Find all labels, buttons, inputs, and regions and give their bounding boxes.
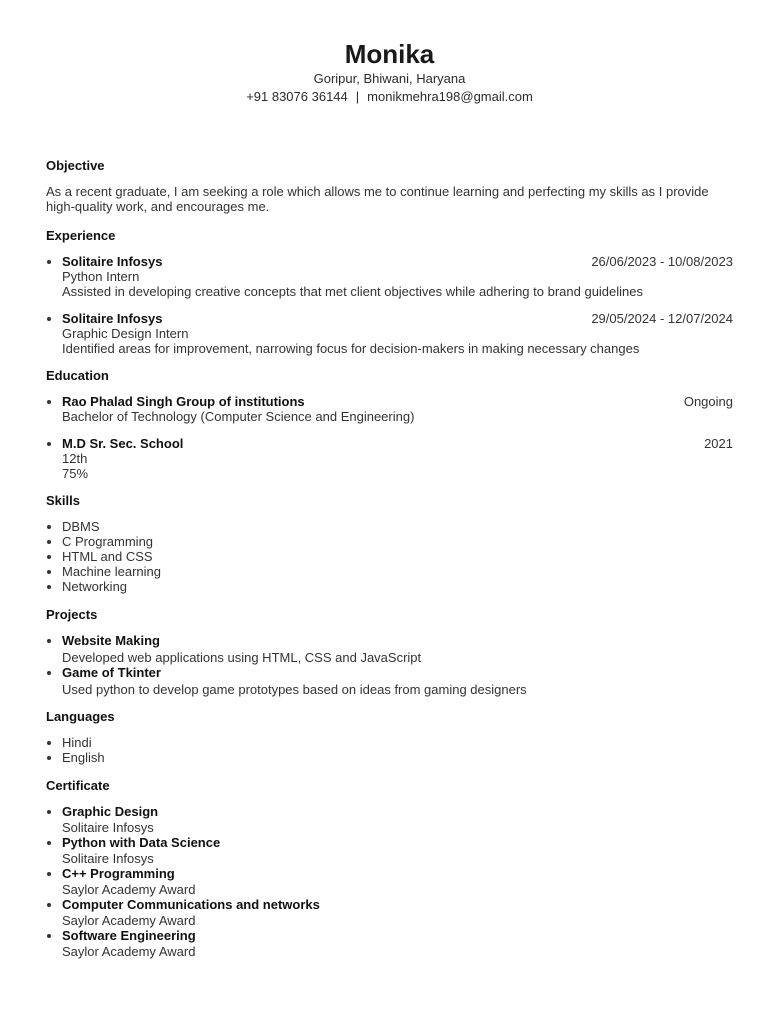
education-item (62, 394, 733, 424)
language-item: • English (62, 750, 733, 765)
project-name: • Website Making (62, 633, 161, 648)
project-item (62, 633, 733, 665)
section-title-languages: Languages (46, 709, 115, 724)
section-title-education: Education (46, 368, 109, 383)
address: Goripur, Bhiwani, Haryana (313, 71, 466, 86)
skill-item: • Networking (62, 579, 733, 594)
certificate-section (46, 777, 733, 959)
certificate-issuer: Solitaire Infosys (62, 820, 154, 835)
project-name: • Game of Tkinter (62, 665, 161, 680)
section-title-experience: Experience (46, 228, 116, 243)
experience-org: • Solitaire Infosys (62, 311, 163, 326)
contact-line (46, 88, 733, 106)
certificate-issuer: Saylor Academy Award (62, 913, 196, 928)
education-dates: Ongoing (683, 394, 733, 409)
education-degree: Bachelor of Technology (Computer Science and Engineering) (62, 409, 415, 424)
certificate-name: • C++ Programming (62, 866, 175, 881)
objective-text: As a recent graduate, I am seeking a role which allows me to continue learning and perfecting my skills as I provide high-quality work, and encourages me. (46, 184, 709, 214)
section-title-skills: Skills (46, 493, 80, 508)
resume-page (46, 0, 733, 959)
skills-section (46, 492, 733, 594)
experience-desc: Assisted in developing creative concepts that met client objectives while adhering to brand guidelines (62, 284, 644, 299)
certificate-item (62, 866, 733, 897)
phone: +91 83076 36144 (246, 89, 348, 104)
experience-role: Python Intern (62, 269, 140, 284)
experience-section (46, 227, 733, 356)
certificate-item (62, 897, 733, 928)
skill-item: • HTML and CSS (62, 549, 733, 564)
experience-item (62, 311, 733, 356)
skills-list (46, 519, 733, 594)
certificate-issuer: Solitaire Infosys (62, 851, 154, 866)
certificate-issuer: Saylor Academy Award (62, 944, 196, 959)
projects-list (46, 633, 733, 697)
certificate-name: • Computer Communications and networks (62, 897, 320, 912)
language-item: • Hindi (62, 735, 733, 750)
section-title-objective: Objective (46, 158, 105, 173)
education-section (46, 367, 733, 481)
experience-list (46, 254, 733, 356)
certificate-list (46, 804, 733, 959)
certificate-name: • Software Engineering (62, 928, 196, 943)
experience-item (62, 254, 733, 299)
education-org: • M.D Sr. Sec. School (62, 436, 184, 451)
project-item (62, 665, 733, 697)
experience-role: Graphic Design Intern (62, 326, 189, 341)
candidate-name: Monika (344, 39, 435, 69)
education-item (62, 436, 733, 481)
certificate-name: • Python with Data Science (62, 835, 221, 850)
objective-section (46, 157, 733, 214)
certificate-name: • Graphic Design (62, 804, 159, 819)
project-desc: Used python to develop game prototypes based on ideas from gaming designers (62, 682, 527, 697)
section-title-certificate: Certificate (46, 778, 110, 793)
languages-section (46, 708, 733, 765)
experience-desc: Identified areas for improvement, narrowing focus for decision-makers in making necessary changes (62, 341, 640, 356)
experience-dates: 29/05/2024 - 12/07/2024 (591, 311, 733, 326)
certificate-issuer: Saylor Academy Award (62, 882, 196, 897)
certificate-item (62, 928, 733, 959)
experience-dates: 26/06/2023 - 10/08/2023 (591, 254, 733, 269)
skill-item: • C Programming (62, 534, 733, 549)
skill-item: • DBMS (62, 519, 733, 534)
skill-item: • Machine learning (62, 564, 733, 579)
resume-header (46, 38, 733, 106)
education-class: 12th (62, 451, 88, 466)
languages-list (46, 735, 733, 765)
experience-org: • Solitaire Infosys (62, 254, 163, 269)
certificate-item (62, 835, 733, 866)
section-title-projects: Projects (46, 607, 98, 622)
education-list (46, 394, 733, 481)
education-dates: 2021 (704, 436, 733, 451)
certificate-item (62, 804, 733, 835)
contact-separator: | (355, 89, 360, 104)
education-score: 75% (62, 466, 89, 481)
projects-section (46, 606, 733, 697)
education-org: • Rao Phalad Singh Group of institutions (62, 394, 305, 409)
project-desc: Developed web applications using HTML, CSS and JavaScript (62, 650, 422, 665)
email: monikmehra198@gmail.com (367, 89, 533, 104)
